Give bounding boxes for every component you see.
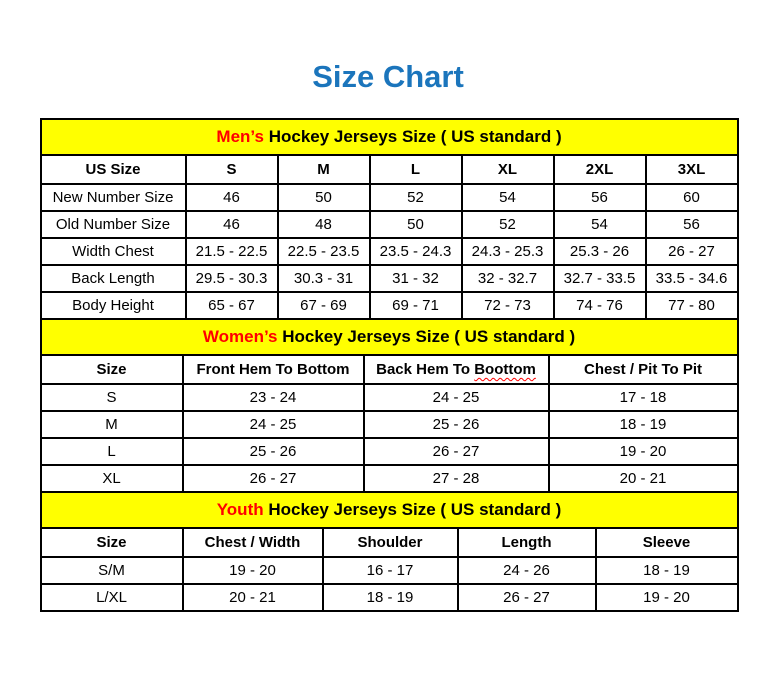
row-label: M xyxy=(41,411,183,438)
youth-section-rest: Hockey Jerseys Size ( US standard ) xyxy=(268,500,562,519)
table-cell: 24 - 25 xyxy=(364,384,549,411)
table-cell: 33.5 - 34.6 xyxy=(646,265,738,292)
table-cell: 16 - 17 xyxy=(323,557,458,584)
table-cell: 65 - 67 xyxy=(186,292,278,319)
table-cell: 48 xyxy=(278,211,370,238)
table-row xyxy=(41,265,738,292)
womens-section-header xyxy=(41,319,738,355)
column-header: Size xyxy=(41,355,183,384)
column-header: 2XL xyxy=(554,155,646,184)
table-cell: 22.5 - 23.5 xyxy=(278,238,370,265)
column-header: US Size xyxy=(41,155,186,184)
table-cell: 18 - 19 xyxy=(323,584,458,611)
youth-section-title xyxy=(41,492,738,528)
womens-section-label: Women’s xyxy=(202,327,278,346)
table-cell: 31 - 32 xyxy=(370,265,462,292)
table-cell: 30.3 - 31 xyxy=(278,265,370,292)
table-row xyxy=(41,384,738,411)
table-row xyxy=(41,411,738,438)
row-label: XL xyxy=(41,465,183,492)
table-cell: 20 - 21 xyxy=(183,584,323,611)
mens-size-table xyxy=(40,118,739,320)
column-header: Shoulder xyxy=(323,528,458,557)
column-header: Front Hem To Bottom xyxy=(183,355,364,384)
table-cell: 60 xyxy=(646,184,738,211)
table-cell: 23.5 - 24.3 xyxy=(370,238,462,265)
column-header: Size xyxy=(41,528,183,557)
row-label: L/XL xyxy=(41,584,183,611)
row-label: L xyxy=(41,438,183,465)
table-cell: 29.5 - 30.3 xyxy=(186,265,278,292)
column-header: Length xyxy=(458,528,596,557)
table-cell: 21.5 - 22.5 xyxy=(186,238,278,265)
table-cell: 19 - 20 xyxy=(183,557,323,584)
womens-columns-row xyxy=(41,355,738,384)
table-row xyxy=(41,465,738,492)
column-header: Chest / Width xyxy=(183,528,323,557)
column-header xyxy=(364,355,549,384)
table-cell: 50 xyxy=(370,211,462,238)
table-row xyxy=(41,557,738,584)
table-row xyxy=(41,438,738,465)
youth-section-header xyxy=(41,492,738,528)
table-row xyxy=(41,292,738,319)
row-label: Old Number Size xyxy=(41,211,186,238)
table-cell: 25 - 26 xyxy=(364,411,549,438)
column-header: Chest / Pit To Pit xyxy=(549,355,738,384)
row-label: Body Height xyxy=(41,292,186,319)
back-hem-prefix: Back Hem To xyxy=(376,361,471,378)
column-header: L xyxy=(370,155,462,184)
table-cell: 69 - 71 xyxy=(370,292,462,319)
table-cell: 56 xyxy=(554,184,646,211)
mens-section-title xyxy=(41,119,738,155)
youth-section-label: Youth xyxy=(216,500,264,519)
table-cell: 46 xyxy=(186,184,278,211)
mens-section-label: Men’s xyxy=(216,127,264,146)
table-cell: 19 - 20 xyxy=(596,584,738,611)
womens-size-table xyxy=(40,318,739,493)
table-cell: 18 - 19 xyxy=(596,557,738,584)
table-cell: 26 - 27 xyxy=(183,465,364,492)
table-cell: 54 xyxy=(554,211,646,238)
table-cell: 67 - 69 xyxy=(278,292,370,319)
table-row xyxy=(41,238,738,265)
table-cell: 24 - 25 xyxy=(183,411,364,438)
womens-section-title xyxy=(41,319,738,355)
column-header: XL xyxy=(462,155,554,184)
table-row xyxy=(41,184,738,211)
table-cell: 24 - 26 xyxy=(458,557,596,584)
table-cell: 20 - 21 xyxy=(549,465,738,492)
column-header: S xyxy=(186,155,278,184)
column-header: M xyxy=(278,155,370,184)
table-cell: 72 - 73 xyxy=(462,292,554,319)
table-cell: 32 - 32.7 xyxy=(462,265,554,292)
row-label: S xyxy=(41,384,183,411)
mens-columns-row xyxy=(41,155,738,184)
table-cell: 27 - 28 xyxy=(364,465,549,492)
table-cell: 52 xyxy=(370,184,462,211)
table-cell: 26 - 27 xyxy=(364,438,549,465)
mens-section-rest: Hockey Jerseys Size ( US standard ) xyxy=(268,127,562,146)
table-row xyxy=(41,211,738,238)
table-cell: 26 - 27 xyxy=(646,238,738,265)
mens-section-header xyxy=(41,119,738,155)
row-label: Back Length xyxy=(41,265,186,292)
column-header: 3XL xyxy=(646,155,738,184)
page-title: Size Chart xyxy=(312,59,464,94)
row-label: New Number Size xyxy=(41,184,186,211)
table-cell: 25 - 26 xyxy=(183,438,364,465)
table-cell: 54 xyxy=(462,184,554,211)
size-chart-tables xyxy=(40,118,737,612)
row-label: S/M xyxy=(41,557,183,584)
table-cell: 25.3 - 26 xyxy=(554,238,646,265)
table-cell: 24.3 - 25.3 xyxy=(462,238,554,265)
table-cell: 46 xyxy=(186,211,278,238)
column-header: Sleeve xyxy=(596,528,738,557)
youth-size-table xyxy=(40,491,739,612)
table-cell: 52 xyxy=(462,211,554,238)
table-cell: 32.7 - 33.5 xyxy=(554,265,646,292)
table-cell: 74 - 76 xyxy=(554,292,646,319)
youth-columns-row xyxy=(41,528,738,557)
table-cell: 19 - 20 xyxy=(549,438,738,465)
table-cell: 50 xyxy=(278,184,370,211)
table-row xyxy=(41,584,738,611)
table-cell: 56 xyxy=(646,211,738,238)
table-cell: 77 - 80 xyxy=(646,292,738,319)
table-cell: 18 - 19 xyxy=(549,411,738,438)
row-label: Width Chest xyxy=(41,238,186,265)
back-hem-misspelled-word: Boottom xyxy=(474,361,536,378)
table-cell: 17 - 18 xyxy=(549,384,738,411)
womens-section-rest: Hockey Jerseys Size ( US standard ) xyxy=(282,327,576,346)
table-cell: 26 - 27 xyxy=(458,584,596,611)
table-cell: 23 - 24 xyxy=(183,384,364,411)
